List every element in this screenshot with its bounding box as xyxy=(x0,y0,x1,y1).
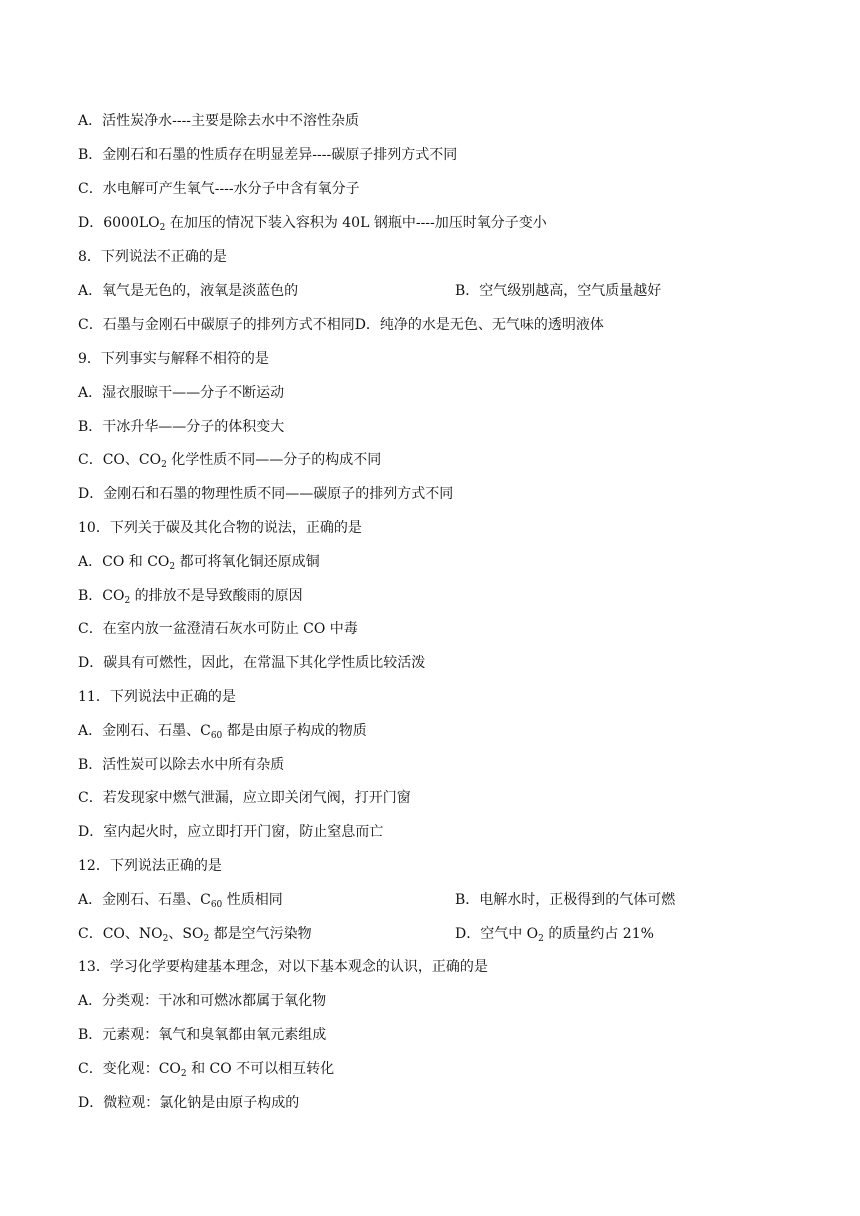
text-segment: D．6000LO xyxy=(78,215,160,231)
option-text: D．微粒观：氯化钠是由原子构成的 xyxy=(78,1095,300,1111)
option-text: D．金刚石和石墨的物理性质不同——碳原子的排列方式不同 xyxy=(78,486,454,502)
option-text: C．若发现家中燃气泄漏，应立即关闭气阀，打开门窗 xyxy=(78,790,411,806)
subscript: 2 xyxy=(180,1069,187,1079)
question-stem xyxy=(78,687,236,707)
option-line xyxy=(78,552,320,572)
option-line xyxy=(78,417,284,437)
option-line xyxy=(78,991,326,1011)
question-stem xyxy=(78,957,488,977)
option-line xyxy=(78,822,383,842)
text-segment: 都是空气污染物 xyxy=(209,926,312,942)
option-text: A．活性炭净水----主要是除去水中不溶性杂质 xyxy=(78,113,360,129)
question-text: 11．下列说法中正确的是 xyxy=(78,689,236,705)
text-segment: 化学性质不同——分子的构成不同 xyxy=(166,452,382,468)
subscript: 60 xyxy=(210,731,223,741)
option-line xyxy=(78,450,381,470)
question-stem xyxy=(78,856,222,876)
question-stem xyxy=(78,518,362,538)
option-text xyxy=(78,892,283,908)
text-segment: 、SO xyxy=(168,926,204,942)
option-line xyxy=(78,755,284,775)
option-line xyxy=(78,1025,326,1045)
subscript: 60 xyxy=(210,900,223,910)
option-text: B．金刚石和石墨的性质存在明显差异----碳原子排列方式不同 xyxy=(78,147,458,163)
option-text xyxy=(78,926,312,942)
option-line xyxy=(78,111,359,131)
option-line xyxy=(78,281,662,301)
option-text: A．分类观：干冰和可燃冰都属于氧化物 xyxy=(78,993,327,1009)
option-line xyxy=(78,1059,334,1079)
option-text xyxy=(455,924,654,944)
subscript: 2 xyxy=(203,934,210,944)
text-segment: A．金刚石、石墨、C xyxy=(78,723,211,739)
option-line xyxy=(78,653,425,673)
option-text: D．室内起火时，应立即打开门窗，防止窒息而亡 xyxy=(78,824,384,840)
option-text: C．石墨与金刚石中碳原子的排列方式不相同D．纯净的水是无色、无气味的透明液体 xyxy=(78,317,604,333)
text-segment: A．金刚石、石墨、C xyxy=(78,892,211,908)
text-segment: D．空气中 O xyxy=(455,926,539,942)
option-line xyxy=(78,586,303,606)
option-line xyxy=(78,484,453,504)
text-segment: 在加压的情况下装入容积为 40L 钢瓶中----加压时氧分子变小 xyxy=(165,215,547,231)
option-text: D．碳具有可燃性，因此，在常温下其化学性质比较活泼 xyxy=(78,655,426,671)
option-line xyxy=(78,788,411,808)
option-line xyxy=(78,383,284,403)
question-stem xyxy=(78,349,269,369)
option-line xyxy=(78,924,654,944)
text-segment: A．CO 和 CO xyxy=(78,554,170,570)
subscript: 2 xyxy=(159,223,166,233)
subscript: 2 xyxy=(124,596,131,606)
subscript: 2 xyxy=(162,934,169,944)
option-line xyxy=(78,890,676,910)
subscript: 2 xyxy=(161,460,167,470)
question-stem xyxy=(78,247,227,267)
option-text: C．在室内放一盆澄清石灰水可防止 CO 中毒 xyxy=(78,621,358,637)
option-line xyxy=(78,213,547,233)
text-segment: 和 CO 不可以相互转化 xyxy=(186,1061,335,1077)
option-text: B．电解水时，正极得到的气体可燃 xyxy=(455,892,676,908)
question-text: 13．学习化学要构建基本理念，对以下基本观念的认识，正确的是 xyxy=(78,959,488,975)
option-text: A．氧气是无色的，液氧是淡蓝色的 xyxy=(78,283,299,299)
text-segment: 的质量约占 21% xyxy=(543,926,654,942)
option-text: C．水电解可产生氧气----水分子中含有氧分子 xyxy=(78,181,360,197)
option-text: B．元素观：氧气和臭氧都由氧元素组成 xyxy=(78,1027,327,1043)
subscript: 2 xyxy=(538,934,544,944)
subscript: 2 xyxy=(169,562,176,572)
option-line xyxy=(78,1093,299,1113)
option-line xyxy=(78,315,604,335)
option-text: B．空气级别越高，空气质量越好 xyxy=(455,283,662,299)
question-text: 8．下列说法不正确的是 xyxy=(78,249,227,265)
option-text: B．干冰升华——分子的体积变大 xyxy=(78,419,285,435)
text-segment: C．变化观：CO xyxy=(78,1061,181,1077)
question-text: 9．下列事实与解释不相符的是 xyxy=(78,351,269,367)
text-segment: 都是由原子构成的物质 xyxy=(222,723,367,739)
text-segment: C．CO、CO xyxy=(78,452,162,468)
text-segment: 的排放不是导致酸雨的原因 xyxy=(130,588,303,604)
option-line xyxy=(78,619,358,639)
text-segment: B．CO xyxy=(78,588,125,604)
question-text: 12．下列说法正确的是 xyxy=(78,858,222,874)
text-segment: 都可将氧化铜还原成铜 xyxy=(175,554,320,570)
text-segment: 性质相同 xyxy=(222,892,283,908)
option-line xyxy=(78,145,457,165)
option-line xyxy=(78,179,360,199)
text-segment: C．CO、NO xyxy=(78,926,163,942)
option-text: A．湿衣服晾干——分子不断运动 xyxy=(78,385,285,401)
option-text: B．活性炭可以除去水中所有杂质 xyxy=(78,757,285,773)
question-text: 10．下列关于碳及其化合物的说法，正确的是 xyxy=(78,520,362,536)
option-line xyxy=(78,721,367,741)
